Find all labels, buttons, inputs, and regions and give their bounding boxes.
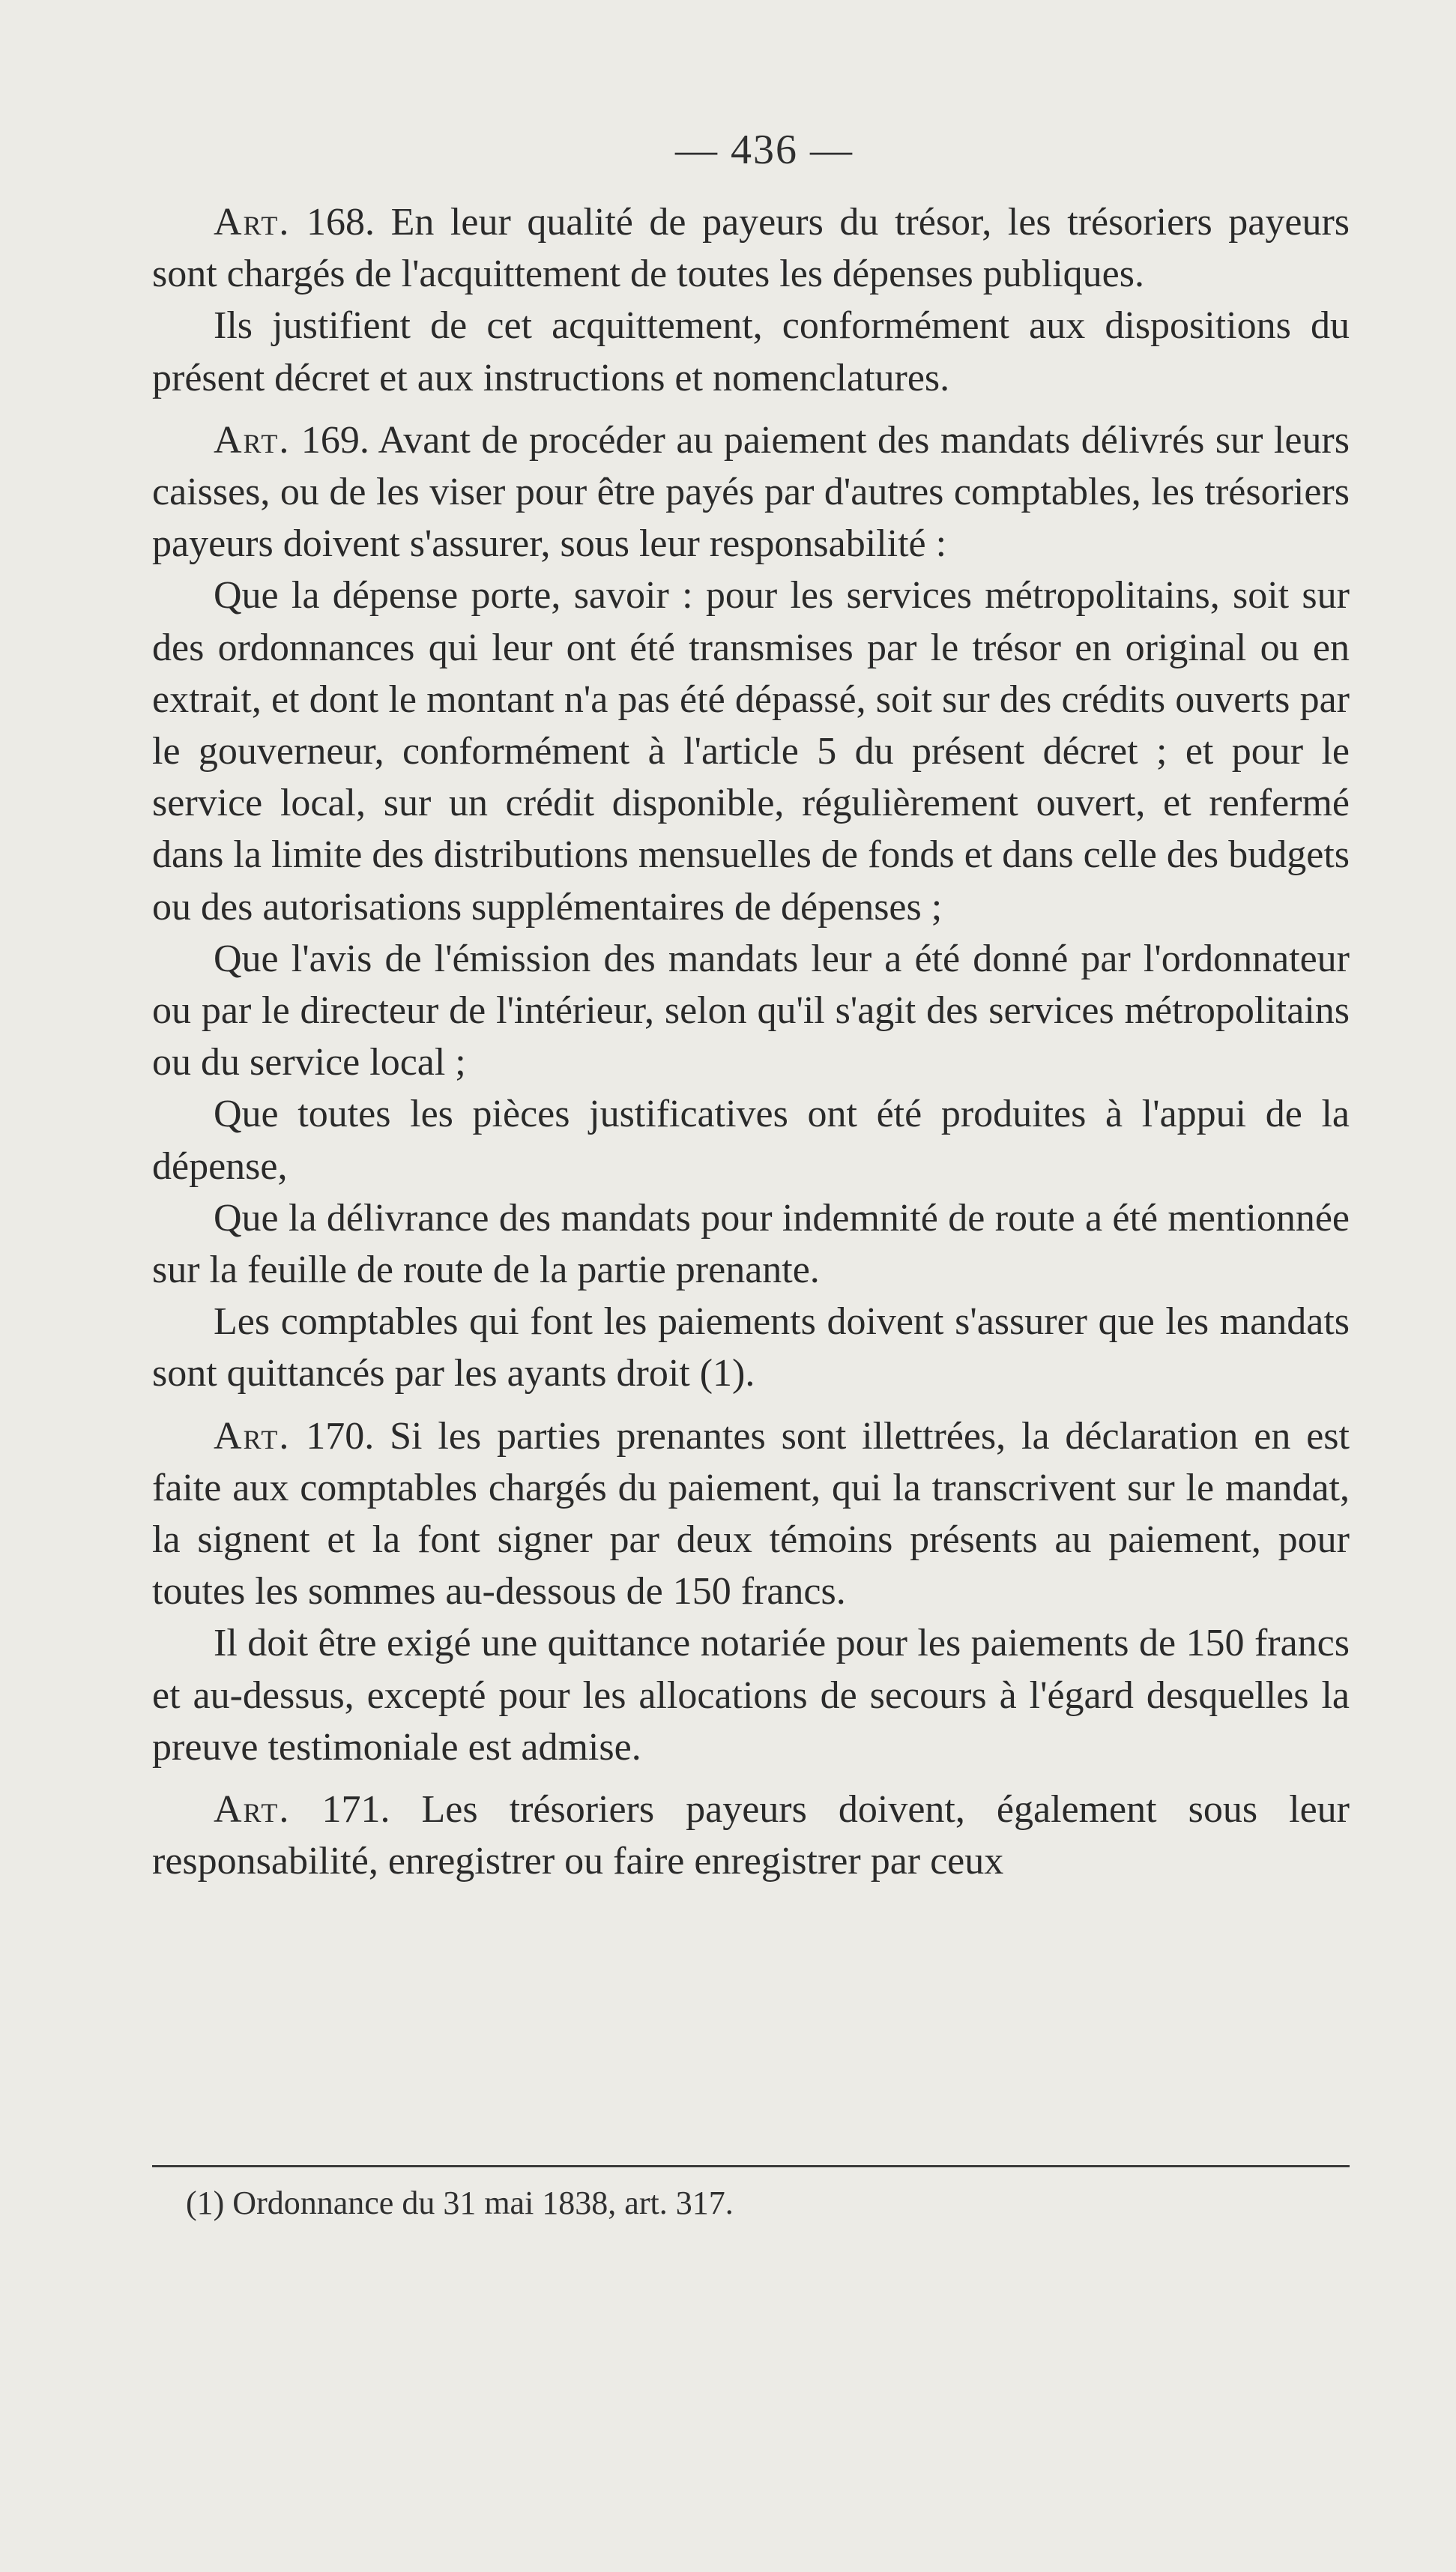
paragraph-text: 168. En leur qualité de payeurs du trésor, les trésoriers payeurs sont chargés de l'acquittement de toutes les dépenses publiques. [152,201,1350,296]
paragraph-text: Les comptables qui font les paiements doivent s'assurer que les mandats sont quittancés par les ayants droit (1). [152,1300,1350,1395]
article-label: Art. [214,201,291,244]
paragraph [152,1617,1350,1773]
article-168-paragraph [152,196,1350,300]
paragraph-text: 169. Avant de procéder au paiement des mandats délivrés sur leurs caisses, ou de les viser pour être payés par d'autres comptables, les trésoriers payeurs doivent s'assurer, sous leur responsabilité : [152,418,1350,566]
paragraph [152,300,1350,403]
article-170-paragraph [152,1410,1350,1618]
paragraph-text: Que la délivrance des mandats pour indemnité de route a été mentionnée sur la feuille de route de la partie prenante. [152,1196,1350,1292]
body-text [152,196,1350,1888]
paragraph-text: Que toutes les pièces justificatives ont été produites à l'appui de la dépense, [152,1093,1350,1188]
paragraph [152,1088,1350,1192]
article-label: Art. [214,1788,291,1832]
paragraph-text: 170. Si les parties prenantes sont illettrées, la déclaration en est faite aux comptables chargés du paiement, qui la transcrivent sur le mandat, la signent et la font signer par deux témoins présents au paiement, pour toutes les sommes au-dessous de 150 francs. [152,1414,1350,1613]
footnote: (1) Ordonnance du 31 mai 1838, art. 317. [186,2185,734,2221]
paragraph-text: Que l'avis de l'émission des mandats leur a été donné par l'ordonnateur ou par le directeur de l'intérieur, selon qu'il s'agit des services métropolitains ou du service local ; [152,937,1350,1084]
paragraph-text: Que la dépense porte, savoir : pour les services métropolitains, soit sur des ordonnances qui leur ont été transmises par le trésor en original ou en extrait, et dont le montant n'a pas été dépassé, soit sur des crédits ouverts par le gouverneur, conformément à l'article 5 du présent décret ; et pour le service local, sur un crédit disponible, régulièrement ouvert, et renfermé dans la limite des distributions mensuelles de fonds et dans celle des budgets ou des autorisations supplémentaires de dépenses ; [152,574,1350,929]
article-169-paragraph [152,414,1350,570]
paragraph [152,1192,1350,1296]
paragraph-text: Il doit être exigé une quittance notariée pour les paiements de 150 francs et au-dessus, excepté pour les allocations de secours à l'égard desquelles la preuve testimoniale est admise. [152,1622,1350,1769]
article-label: Art. [214,418,291,462]
paragraph [152,1296,1350,1399]
paragraph-text: 171. Les trésoriers payeurs doivent, également sous leur responsabilité, enregistrer ou faire enregistrer par ceux [152,1788,1350,1883]
article-label: Art. [214,1414,291,1458]
paragraph-text: Ils justifient de cet acquittement, conformément aux dispositions du présent décret et aux instructions et nomenclatures. [152,304,1350,399]
article-171-paragraph [152,1784,1350,1887]
footnote-divider [152,2165,1350,2167]
page-number: — 436 — [675,127,854,173]
paragraph [152,933,1350,1089]
paragraph [152,570,1350,932]
